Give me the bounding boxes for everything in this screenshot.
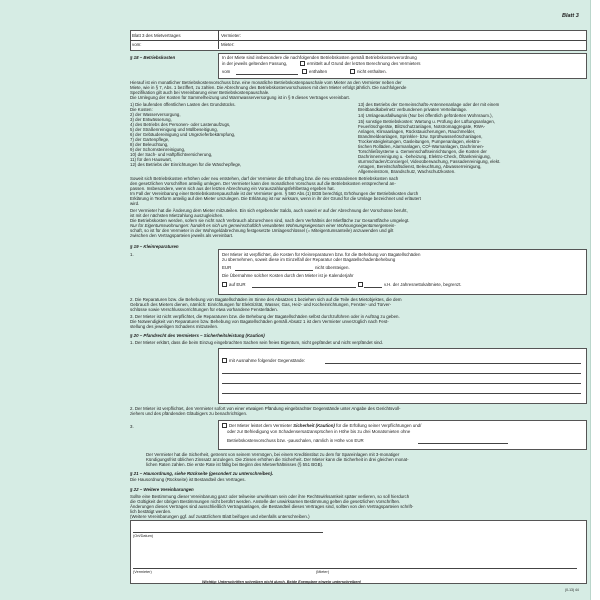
s20-exceptions-input[interactable] [325,363,581,364]
checkbox-label: mit Ausnahme folgender Gegenstände: [229,358,306,363]
checkbox[interactable] [222,282,227,287]
list-item: 7) der Gartenpflege, [130,137,170,142]
s19-box-line: Der Mieter ist verpflichtet, die Kosten für Kleinreparaturen bzw. für die Behebung von Bagatellschäden [222,252,421,257]
s20-num-3: 3. [130,424,134,429]
checkbox-label: nicht enthalten. [357,69,387,74]
text-line: die Gültigkeit der übrigen Bestimmungen nicht berührt werden. Anstelle der unwirksamen Bestimmung gelten die gesetzlichen Vorschriften. [130,499,401,504]
s19-title: § 19 – Kleinreparaturen [130,244,179,249]
s19-box-line: Die Übernahme solcher Kosten durch den Mieter ist je Kalenderjahr [222,273,354,278]
s19-box-line: zu übernehmen, soweit diese im Einzelfall der Reparatur oder Bagatellschadenbehebung [222,257,396,262]
landlord-signature-label: (Vermieter) [133,570,152,574]
text-line: 2. Die Reparaturen bzw. die Behebung von Bagatellschäden im Sinne des Absatzes 1 beziehen sich auf die Teile des Mietobjektes, die dem [130,297,402,302]
list-item: Feuerlöschgeräte, Blitzschutzanlagen, Notstromaggregate, RWA- [358,124,486,129]
deposit-term: Sicherheit (Kaution) [293,423,335,428]
text-line: schaft, so ist für den Vermieter in der Wohngeldabrechnung festgesetzte Umlageschlüssel (= Miteigentumsanteile) anzuwenden und gilt [130,228,394,233]
text-line: passen. Insbesondere, wenn sich aus der letzten Abrechnung ein Vorauszahlungsfehlbetrag ergeben hat. [130,186,335,191]
text-line: Erklärung in Textform anteilig auf den Mieter umzulegen. Die Erklärung ist nur wirksam, wenn in ihr der Grund für die Umlage bezeichnet und erläutert [130,196,421,201]
s18-opt-calculated[interactable] [300,61,420,66]
text-line: 2. Der Mieter ist verpflichtet, den Vermieter sofort von einer etwaigen Pfändung eingebrachter Gegenstände unter Angabe des Gerichtsvoll- [130,406,401,411]
text-line: Im Fall der Vereinbarung einer Betriebskostenpauschale ist der Vermieter gem. § 560 Abs.(1) BGB berechtigt, Erhöhungen der Betriebskosten durch [130,191,419,196]
text-line: Hierauf ist ein monatlicher Betriebskostenvorschuss bzw. eine monatliche Betriebskostenpauschale vom Mieter an den Vermieter neben der [130,80,402,85]
landlord-field[interactable]: Vermieter: [221,33,242,38]
s19-cap-option[interactable] [222,282,246,287]
checkbox[interactable] [302,69,307,74]
s19-box-line: v.H. der Jahresnettokaltmiete, begrenzt. [384,282,462,287]
checkbox[interactable] [300,61,305,66]
list-item: 1) Die laufenden öffentlichen Lasten des Grundstücks. [130,102,236,107]
list-item: 10) der Sach- und Haftpflichtversicherung, [130,152,213,157]
text-line: lichen Raten zahlen. Die erste Rate ist fällig bei Beginn des Mietverhältnisses (§ 551 BGB). [146,462,324,467]
s21-text: Die Hausordnung (Rückseite) ist Bestandteil des Vertrages. [130,477,246,482]
s20-title: § 20 – Pfandrecht des Vermieters – Sicherheitsleistung (Kaution) [130,333,265,338]
checkbox[interactable] [222,358,227,363]
list-item: Breitbandkabelnetz verbundenen privaten Verteilanlage. [358,107,468,112]
s20-box-line: Betriebskostenvorschuss bzw. -pauschalen, nämlich in Höhe von EUR [227,438,364,443]
list-item: 12) des Betriebs der Einrichtungen für die Wäschepflege, [130,162,242,167]
s19-amount-input[interactable] [235,270,313,271]
text-line: schlüsse sowie Verschlussvorrichtungen für etwa vorhandene Fensterläden. [130,307,278,312]
form-code: (0-13) 44 [565,588,579,592]
text-line: Miete, wie in § 7, Abs. 1 beziffert, zu zahlen. Die Abrechnung des Betriebskostenvorschusses mit dem Mieter erfolgt jährlich. Die nachfolgende [130,85,407,90]
list-item: Allgemeinstrom, Brandschutz, Wachschutzkosten. [358,169,456,174]
s20-box-line: oder zur Befriedigung von Schadensersatzansprüchen in Höhe bis zu drei Monatsmieten ohne [227,429,411,434]
list-item: 13) des Betriebs der Gemeinschafts-Antennenanlage oder der mit einem [358,102,500,107]
s18-vom-label: vom [222,69,231,74]
text-line: 3. Der Mieter ist nicht verpflichtet, die Reparaturen bzw. die Behebung der Bagatellschäden selbst durchzuführen oder in Auftrag zu geben. [130,314,400,319]
tenant-signature-line[interactable] [314,568,577,569]
text-line: Die Notwendigkeit von Reparaturen bzw. Behebung von Bagatellschäden gemäß Absatz 1 ist dem Vermieter unverzüglich nach Fest- [130,319,389,324]
list-item: 11) für den Hauswart, [130,157,172,162]
text-line: Die Umlegung der Kosten für Sammelheizung und Warmwasserversorgung ist in § 9 dieses Vertrages vereinbart. [130,95,350,100]
text-line: wird. [130,201,140,206]
text-line: Änderungen dieses Vertrages sind ausschließlich Vertragsanlagen, die Bestandteil dieses Vertrages sind, sollten von den Vertragsparteien schrift- [130,504,414,509]
list-item: 3) der Entwässerung, [130,117,172,122]
s19-cap-amount-input[interactable] [252,287,356,288]
checkbox[interactable] [358,282,363,287]
list-item: 15) sonstige Betriebskosten: Wartung u. Prüfung der Lüftungsanlagen, [358,119,496,124]
tenant-signature-label: (Mieter) [316,570,330,574]
s18-opt-excluded[interactable] [350,69,387,74]
s18-box-line: In der Miete sind insbesondere die nachfolgenden Betriebskosten gemäß Betriebskostenverordnung [222,55,417,60]
place-date-line[interactable] [133,532,323,533]
text-line: Nur für Eigentumswohnungen: handelt es sich um gemeinschaftlich verwaltetes Wohnungseigentum einer Wohnungseigentümergemein- [130,223,396,228]
list-item: 2) der Wasserversorgung, [130,112,181,117]
input-line[interactable] [222,393,581,394]
list-item: 8) der Beleuchtung, [130,142,169,147]
sheet-label: Blatt 3 [562,13,579,19]
s19-percent-input[interactable] [364,287,382,288]
list-item: Brandmeldeanlagen, Sprinkler- bzw. Sprühwasserlöschanlagen, [358,134,483,139]
input-line[interactable] [222,373,581,374]
s18-box-line: in der jeweils geltenden Fassung, [222,61,288,66]
contract-date-label: vom: [132,42,142,47]
list-item: 6) der Gebäudereinigung und Ungezieferbekämpfung, [130,132,236,137]
checkbox[interactable] [222,423,227,428]
text-line: zwischen den Vertragsparteien jeweils als vereinbart. [130,233,234,238]
text-line: Soweit sich Betriebskosten erhöhen oder neu entstehen, darf der Vermieter die Erhöhung bzw. die neu entstandenen Betriebskosten nach [130,176,399,181]
place-date-label: (Ort/Datum) [133,534,154,538]
checkbox[interactable] [350,69,355,74]
s19-eur-suffix: nicht übersteigen. [315,265,350,270]
s20-deposit-amount-input[interactable] [418,443,508,444]
s22-title: § 22 – Weitere Vereinbarungen [130,487,194,492]
contract-ref-label: Blatt 3 des Mietvertrages [132,33,181,38]
s18-title: § 18 – Betriebskosten [130,55,176,60]
s20-deposit-option[interactable] [222,423,421,428]
s20-para1: 1. Der Mieter erklärt, dass die beim Einzug eingebrachten Sachen sein freies Eigentum, nicht gepfändet und nicht verpfändet sind. [130,340,384,345]
list-item: Dachrinnenreinigung u. -beheizung, Elektro-Check, Öltankreinigung, [358,154,491,159]
text-line: Der Vermieter hat die Sicherheit, getrennt von seinem Vermögen, bei einem Kreditinstitut zu dem für Spareinlagen mit 3-monatiger [146,452,400,457]
text-line: Kündigungsfrist üblichen Zinssatz anzulegen. Die Zinsen erhöhen die Sicherheit. Der Mieter kann die Sicherheit in drei gleichen monat- [146,457,409,462]
checkbox-label: enthalten [309,69,328,74]
list-item: tischen Rolläden, Alarmanlagen, CO²-Warnanlagen, Dachrinnen- [358,144,485,149]
landlord-signature-line[interactable] [133,568,323,569]
s18-opt-included[interactable] [302,69,327,74]
text-line: (Weitere Vereinbarungen ggf. auf zusätzlichem Blatt beifügen und ebenfalls unterschreiben.) [130,514,310,519]
text-line: den gesetzlichen Vorschriften anteilig umlegen. Der Vermieter kann den monatlichen Vorschuss auf die Betriebskosten entsprechend an- [130,181,396,186]
list-item: 4) des Betriebs des Personen- oder Lastenaufzugs, [130,122,231,127]
checkbox-label: Der Mieter leistet dem Vermieter [229,423,294,428]
text-line: ist mit der nächsten Mietzahlung auszugleichen. [130,213,224,218]
input-line[interactable] [222,383,581,384]
text-line: Die Betriebskosten werden, sofern sie nicht nach Verbrauch abzurechnen sind, nach dem Verhältnis der Mietfläche zur Gesamtfläche umgelegt. [130,218,410,223]
list-item: 9) der Schornsteinreinigung, [130,147,186,152]
s21-title: § 21 – Hausordnung, siehe Rückseite (gesondert zu unterschreiben). [130,471,274,476]
checkbox-label: auf EUR [229,282,246,287]
eur-label: EUR [222,265,232,270]
checkbox-label: ermittelt auf Grund der letzten Berechnung des Vermieters [307,61,421,66]
list-item: Die Kosten: [130,107,153,112]
checkbox-label-cont: für die Erfüllung seiner Verpflichtungen und/ [334,423,422,428]
text-line: Der Vermieter hat die Änderung dem Mieter mitzuteilen. Ein sich ergebender Saldo, auch soweit er auf der Abrechnung der Vorschüsse beruht, [130,208,408,213]
text-line: ziehers und des pfändenden Gläubigers zu benachrichtigen. [130,411,248,416]
signature-note: Wichtig: Unterschriften schreiben nicht durch. Beide Exemplare einzeln unterschreiben! [202,580,362,584]
text-line: Gebrauch des Mieters dienen, nämlich: Einrichtungen für Elektrizität, Wasser, Gas, Heiz- und Kocheinrichtungen, Fenster- und Türver- [130,302,392,307]
list-item: sturmschaden/Conciergel, Videoüberwachung, Fassadenreinigung, elekt. [358,159,501,164]
s20-exceptions-option[interactable] [222,358,305,363]
s18-date-input[interactable] [236,74,298,75]
text-line: stellung des jeweiligen Schadens mitzuteilen. [130,324,219,329]
list-item: Trockensteigleitungen, Gasleitungen, Pumpenanlagen, elektro- [358,139,481,144]
text-line: lich bestätigt werden. [130,509,172,514]
list-item: Anlagen, Klimaanlagen, Rückstauicherungen, Rauchmelder, [358,129,476,134]
list-item: Torschließsysteme u. Gemeinschaftseinrichtungen, die Kosten der [358,149,487,154]
list-item: 14) Umlageausfallwagnis (Nur bei öffentlich geförderten Wohnraum.), [358,113,493,118]
list-item: Antagen, Bereitschaftsdienst, Beleuchtung, Abwasserreinigung, [358,164,482,169]
tenant-field[interactable]: Mieter: [221,42,235,47]
text-line: Sollte eine Bestimmung dieser Vereinbarung ganz oder teilweise unwirksam sein oder ihre Rechtswirksamkeit später verlieren, so soll hierdurch [130,494,410,499]
text-line: Spezifikation gilt auch bei Vereinbarung einer Betriebskostenpauschale. [130,90,270,95]
s19-num-1: 1. [130,252,134,257]
s20-exceptions-box[interactable] [218,348,587,404]
list-item: 5) der Straßenreinigung und Müllbeseitigung, [130,127,218,132]
signature-area [130,520,587,584]
